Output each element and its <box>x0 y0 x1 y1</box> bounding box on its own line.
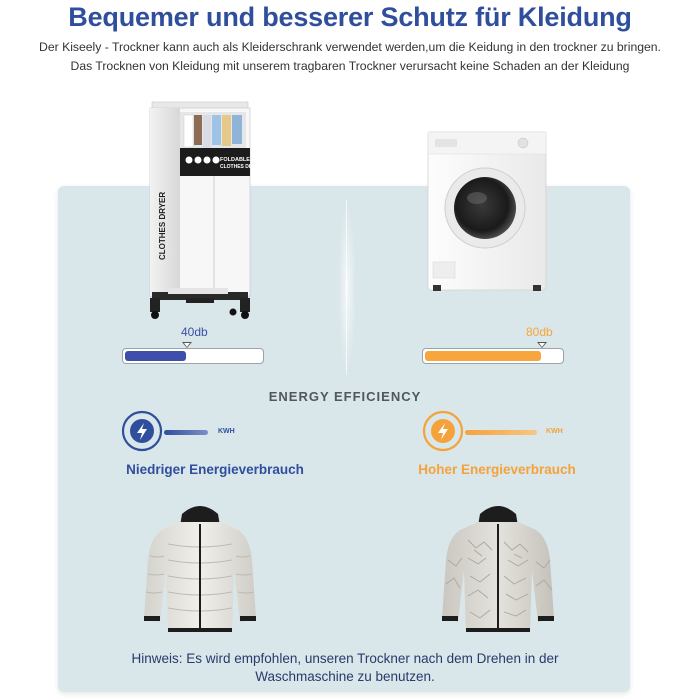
kwh-bar-left <box>164 430 208 435</box>
column-divider <box>346 200 347 375</box>
intro-text <box>0 38 700 76</box>
usage-note <box>70 650 620 686</box>
low-energy-label: Niedriger Energieverbrauch <box>126 462 304 477</box>
intro-line-1: Der Kiseely - Trockner kann auch als Kleiderschrank verwendet werden,um die Keidung in den trockner zu bringen. <box>39 40 661 54</box>
noise-meter-right <box>422 348 564 364</box>
kwh-label-left: KWH <box>218 428 235 435</box>
noise-level-left-label: 40db <box>181 325 208 339</box>
noise-meter-left-fill <box>125 351 186 361</box>
dryer-front-text-2: CLOTHES DRYER <box>220 164 263 170</box>
jacket-image-right <box>438 500 558 640</box>
kwh-bar-right <box>465 430 537 435</box>
noise-level-right-label: 80db <box>526 325 553 339</box>
page-headline: Bequemer und besserer Schutz für Kleidung <box>68 2 632 32</box>
intro-line-2: Das Trocknen von Kleidung mit unserem tragbaren Trockner verursacht keine Schaden an der Kleidung <box>70 59 630 73</box>
usage-note-line-2: Waschmaschine zu benutzen. <box>255 669 435 684</box>
divider-glow <box>338 200 356 375</box>
high-energy-label: Hoher Energieverbrauch <box>418 462 576 477</box>
energy-efficiency-title: ENERGY EFFICIENCY <box>268 389 422 404</box>
noise-meter-left <box>122 348 264 364</box>
dryer-front-text-1: FOLDABLE <box>220 157 250 163</box>
noise-meter-right-fill <box>425 351 541 361</box>
kwh-label-right: KWH <box>546 428 563 435</box>
energy-bolt-icon-left <box>121 410 163 452</box>
jacket-image-left <box>140 500 260 640</box>
dryer-side-text: CLOTHES DRYER <box>158 191 167 260</box>
energy-bolt-icon-right <box>422 410 464 452</box>
usage-note-line-1: Hinweis: Es wird empfohlen, unseren Trockner nach dem Drehen in der <box>131 651 559 666</box>
clothes-dryer-image <box>138 100 263 322</box>
washing-machine-image <box>425 130 551 294</box>
